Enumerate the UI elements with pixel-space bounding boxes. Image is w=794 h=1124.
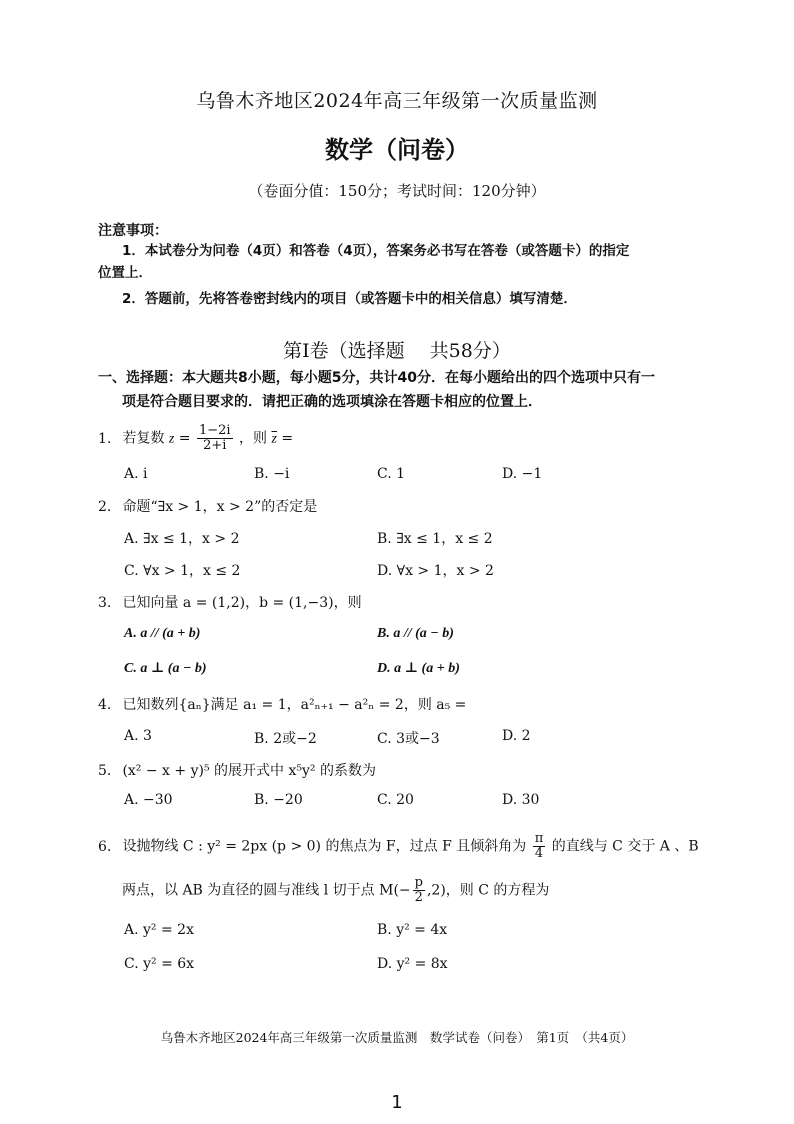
exam-subtitle: 数学（问卷） [325,136,469,164]
exam-title: 乌鲁木齐地区2024年高三年级第一次质量监测 [196,90,598,112]
part-instructions-line-1: 一、选择题：本大题共8小题，每小题5分，共计40分．在每小题给出的四个选项中只有一 [98,370,655,386]
question-number: 1. [98,430,112,447]
section-title: 第Ⅰ卷（选择题 共58分） [283,340,511,362]
q2-option-b[interactable]: B. ∃x ≤ 1，x ≤ 2 [377,531,493,547]
q1-option-c[interactable]: C. 1 [377,466,406,482]
q5-option-a[interactable]: A. −30 [124,792,173,808]
q1-option-d[interactable]: D. −1 [502,466,543,482]
notice-item-1-line-2: 位置上． [98,265,152,281]
question-6 [98,832,698,861]
question-1: 1. 若复数 z = $\frac{1-2i}{2+i}$ ，则 $\overline{z}$ = [98,423,294,453]
part-instructions [98,366,698,414]
question-stem: 若复数 [122,430,165,447]
question-5 [98,760,698,782]
question-stem: 已知数列{aₙ}满足 a₁ = 1，a²ₙ₊₁ − a²ₙ = 2，则 a₅ = [122,697,467,713]
page-number: 1 [391,1092,403,1113]
question-3 [98,592,698,614]
question-stem: (x² − x + y)⁵ 的展开式中 x⁵y² 的系数为 [122,763,376,779]
fraction: $\frac{p}{2}$ [414,875,423,905]
q3-option-b[interactable]: B. a // (a − b) [377,626,454,641]
q2-option-d[interactable]: D. ∀x > 1，x > 2 [377,563,494,579]
q5-option-d[interactable]: D. 30 [502,792,540,808]
question-number: 5. [98,763,112,779]
fraction: $\frac{\pi}{4}$ [534,831,544,861]
q6-option-b[interactable]: B. y² = 4x [377,922,448,938]
question-stem-tail: 的直线与 C 交于 A 、B [551,838,699,855]
question-number: 4. [98,697,112,713]
q4-option-d[interactable]: D. 2 [502,728,531,744]
part-instructions-line-2: 项是符合题目要求的．请把正确的选项填涂在答题卡相应的位置上． [122,394,542,410]
q5-option-b[interactable]: B. −20 [254,792,303,808]
q5-option-c[interactable]: C. 20 [377,792,414,808]
question-4 [98,694,698,716]
question-stem-tail: ，则 [239,430,268,447]
q6-option-d[interactable]: D. y² = 8x [377,956,448,972]
q2-option-c[interactable]: C. ∀x > 1，x ≤ 2 [124,563,241,579]
q1-option-a[interactable]: A. i [124,466,148,482]
q2-option-a[interactable]: A. ∃x ≤ 1，x > 2 [124,531,240,547]
question-2 [98,496,698,518]
q4-option-a[interactable]: A. 3 [124,728,152,744]
question-stem: 已知向量 a = (1,2)，b = (1,−3)，则 [122,595,362,611]
notice-item-2: 2．答题前，先将答卷密封线内的项目（或答题卡中的相关信息）填写清楚． [122,291,577,307]
question-number: 2. [98,499,112,515]
question-stem: 命题“∃x > 1，x > 2”的否定是 [122,499,318,515]
fraction: $\frac{1-2i}{2+i}$ [199,423,231,453]
score-time-line: （卷面分值：150分；考试时间：120分钟） [248,182,546,200]
q4-option-b[interactable]: B. 2或−2 [254,731,317,747]
q6-option-c[interactable]: C. y² = 6x [124,956,195,972]
notice-item-1 [98,240,698,284]
q1-option-b[interactable]: B. −i [254,466,290,482]
q4-option-c[interactable]: C. 3或−3 [377,731,440,747]
q3-option-d[interactable]: D. a ⊥ (a + b) [377,661,460,676]
notice-heading: 注意事项： [98,223,168,239]
q3-option-c[interactable]: C. a ⊥ (a − b) [124,661,207,676]
notice-item-1-line-1: 1．本试卷分为问卷（4页）和答卷（4页），答案务必书写在答卷（或答题卡）的指定 [122,243,630,259]
question-number: 3. [98,595,112,611]
question-6-line-2: 两点，以 AB 为直径的圆与准线 l 切于点 M(− $\frac{p}{2}$ ,2)，则 C 的方程为 [122,875,550,905]
q6-option-a[interactable]: A. y² = 2x [124,922,194,938]
question-number: 6. [98,838,112,855]
question-stem: 设抛物线 C : y² = 2px (p > 0) 的焦点为 F，过点 F 且倾斜角为 [122,838,527,855]
q3-option-a[interactable]: A. a // (a + b) [124,626,201,641]
page-footer: 乌鲁木齐地区2024年高三年级第一次质量监测 数学试卷（问卷） 第1页 （共4页） [160,1030,634,1045]
